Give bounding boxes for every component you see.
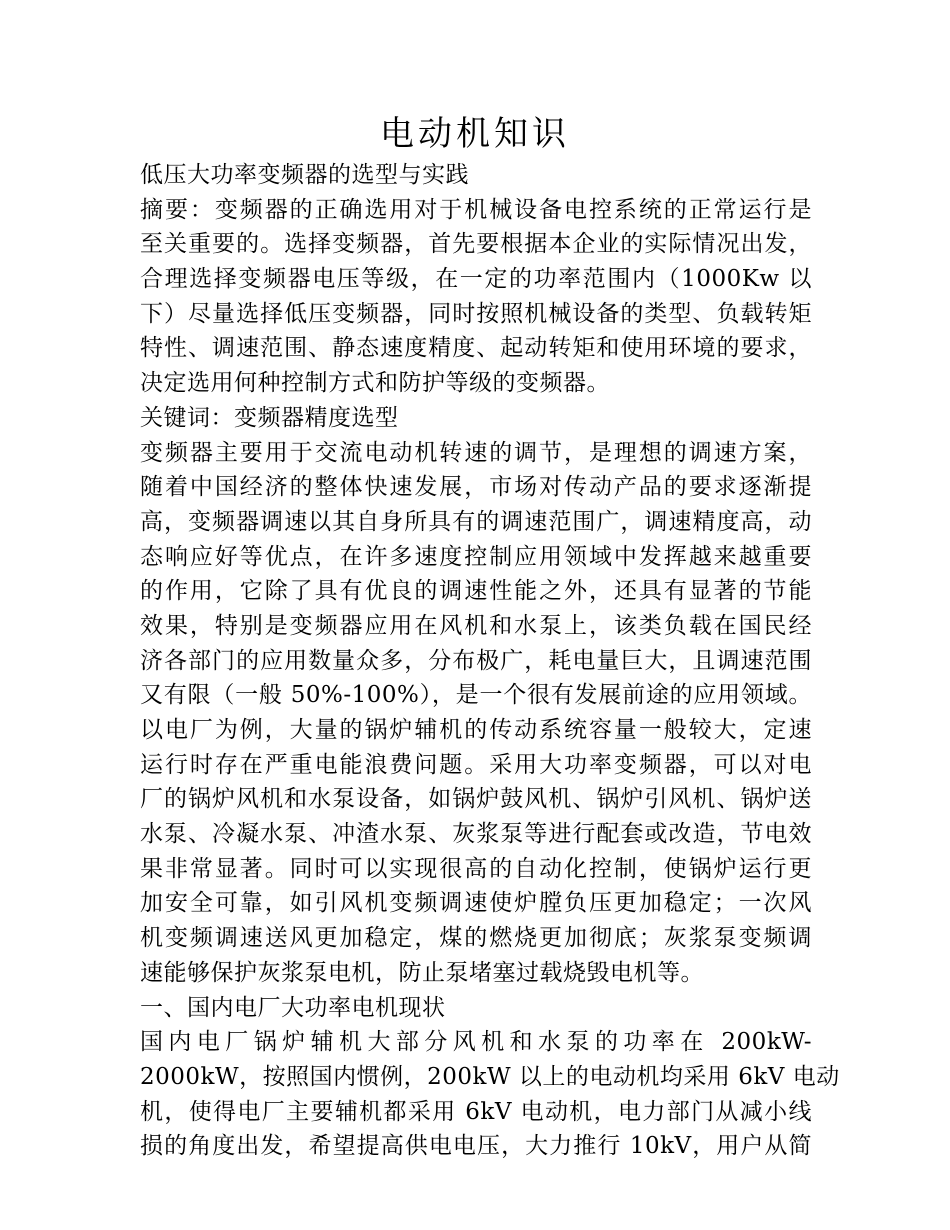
paragraph-line: 损的角度出发，希望提高供电电压，大力推行 10kV，用户从简 bbox=[140, 1133, 812, 1160]
paragraph-line: 的作用，它除了具有优良的调速性能之外，还具有显著的节能 bbox=[140, 578, 812, 605]
paragraph-line: 济各部门的应用数量众多，分布极广，耗电量巨大，且调速范围 bbox=[140, 647, 812, 674]
paragraph-line: 又有限（一般 50%-100%），是一个很有发展前途的应用领域。 bbox=[140, 682, 812, 709]
paragraph-line: 以电厂为例，大量的锅炉辅机的传动系统容量一般较大，定速 bbox=[140, 717, 812, 743]
paragraph-line: 加安全可靠，如引风机变频调速使炉膛负压更加稳定；一次风 bbox=[140, 890, 812, 917]
paragraph-line: 运行时存在严重电能浪费问题。采用大功率变频器，可以对电 bbox=[140, 751, 812, 778]
document-body bbox=[140, 158, 840, 1164]
paragraph-line: 效果，特别是变频器应用在风机和水泵上，该类负载在国民经 bbox=[140, 612, 812, 639]
paragraph-line: 高，变频器调速以其自身所具有的调速范围广，调速精度高，动 bbox=[140, 508, 812, 535]
paragraph-line: 变频器主要用于交流电动机转速的调节，是理想的调速方案， bbox=[140, 439, 812, 466]
paragraph-line: 国内电厂锅炉辅机大部分风机和水泵的功率在 200kW- bbox=[140, 1029, 812, 1056]
paragraph-line: 机，使得电厂主要辅机都采用 6kV 电动机，电力部门从减小线 bbox=[140, 1098, 812, 1125]
keywords-line: 关键词：变频器精度选型 bbox=[140, 404, 399, 431]
paragraph-line: 水泵、冷凝水泵、冲渣水泵、灰浆泵等进行配套或改造，节电效 bbox=[140, 821, 812, 848]
paragraph-line: 果非常显著。同时可以实现很高的自动化控制，使锅炉运行更 bbox=[140, 855, 812, 882]
document-title: 电动机知识 bbox=[380, 114, 570, 154]
section-heading: 低压大功率变频器的选型与实践 bbox=[140, 162, 469, 188]
paragraph-line: 速能够保护灰浆泵电机，防止泵堵塞过载烧毁电机等。 bbox=[140, 959, 704, 986]
section-heading: 一、国内电厂大功率电机现状 bbox=[140, 994, 446, 1021]
abstract-line: 特性、调速范围、静态速度精度、起动转矩和使用环境的要求， bbox=[140, 335, 812, 362]
paragraph-line: 厂的锅炉风机和水泵设备，如锅炉鼓风机、锅炉引风机、锅炉送 bbox=[140, 786, 812, 813]
abstract-line: 合理选择变频器电压等级，在一定的功率范围内（1000Kw 以 bbox=[140, 266, 812, 293]
abstract-line: 至关重要的。选择变频器，首先要根据本企业的实际情况出发， bbox=[140, 231, 812, 258]
abstract-line: 摘要：变频器的正确选用对于机械设备电控系统的正常运行是 bbox=[140, 196, 812, 223]
paragraph-line: 2000kW，按照国内惯例，200kW 以上的电动机均采用 6kV 电动 bbox=[140, 1063, 840, 1090]
abstract-line: 决定选用何种控制方式和防护等级的变频器。 bbox=[140, 370, 610, 397]
abstract-line: 下）尽量选择低压变频器，同时按照机械设备的类型、负载转矩 bbox=[140, 300, 812, 327]
paragraph-line: 态响应好等优点，在许多速度控制应用领域中发挥越来越重要 bbox=[140, 543, 812, 570]
paragraph-line: 机变频调速送风更加稳定，煤的燃烧更加彻底；灰浆泵变频调 bbox=[140, 925, 812, 952]
paragraph-line: 随着中国经济的整体快速发展，市场对传动产品的要求逐渐提 bbox=[140, 474, 812, 501]
